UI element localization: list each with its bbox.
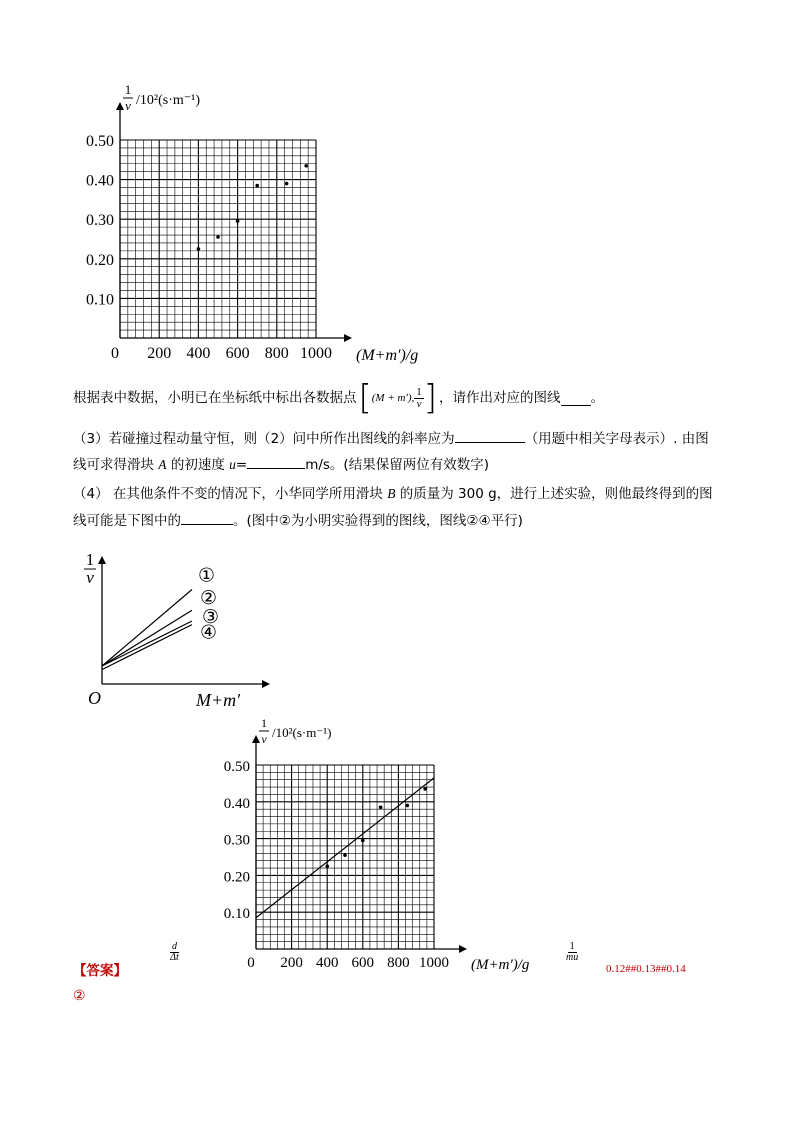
x-axis-arrow xyxy=(459,945,467,953)
q4-c: 线可能是下图中的 xyxy=(73,513,181,529)
data-point xyxy=(216,235,220,239)
answer-3-text: 0.12##0.13##0.14 xyxy=(606,963,686,975)
x-tick-label: 600 xyxy=(225,345,250,362)
q3-e: = xyxy=(235,457,248,473)
q3-f: m/s。(结果保留两位有效数字) xyxy=(305,457,489,473)
y-axis-arrow xyxy=(98,556,106,564)
question-line-1 xyxy=(73,378,604,418)
fit-line xyxy=(256,778,434,918)
series-label: ④ xyxy=(200,622,218,644)
y-tick-label: 0.20 xyxy=(86,251,114,269)
line1-pre: 根据表中数据，小明已在坐标纸中标出各数据点 xyxy=(73,390,357,406)
series-line xyxy=(102,610,192,666)
data-point xyxy=(304,164,308,168)
bracket-frac-den: v xyxy=(416,397,422,410)
y-label-frac-den: v xyxy=(86,568,94,587)
series-label: ③ xyxy=(202,607,220,628)
answer-4-text: ② xyxy=(73,989,86,1004)
data-point xyxy=(255,184,259,188)
line1-end: 。 xyxy=(590,390,605,406)
y-tick-label: 0.30 xyxy=(86,212,114,230)
x-axis-arrow xyxy=(262,680,270,688)
x-tick-label: 200 xyxy=(280,955,303,971)
question-line-4a xyxy=(73,484,713,504)
ans1-num: d xyxy=(172,941,177,952)
ans1-den: Δt xyxy=(170,952,179,963)
y-label-frac-den: v xyxy=(125,98,131,113)
data-point xyxy=(406,804,410,808)
data-point xyxy=(285,182,289,186)
data-point xyxy=(361,839,365,843)
q4-a: （4） 在其他条件不变的情况下，小华同学所用滑块 xyxy=(73,486,383,502)
q4-b: 的质量为 300 g，进行上述实验，则他最终得到的图 xyxy=(399,486,713,502)
q4-B: B xyxy=(387,486,396,501)
bracket-expression: [ (M + m′), $\frac{1}{v}$ ] xyxy=(358,378,438,418)
y-axis-arrow xyxy=(252,735,260,743)
q4-d: 。(图中②为小明实验得到的图线，图线②④平行) xyxy=(233,513,523,529)
question-line-4b xyxy=(73,510,523,531)
x-tick-label: 600 xyxy=(351,955,375,971)
y-tick-label: 0.40 xyxy=(223,795,250,812)
y-tick-label: 0.50 xyxy=(223,759,250,775)
x-tick-label: 800 xyxy=(264,345,289,362)
data-point xyxy=(423,787,427,791)
bracket-frac-num: 1 xyxy=(416,385,422,398)
answer-blank-graph[interactable] xyxy=(181,510,233,525)
x-tick-label: 0 xyxy=(111,345,119,362)
line1-post: ，请作出对应的图线 xyxy=(439,390,561,406)
y-tick-label: 0.10 xyxy=(223,906,250,923)
origin-label: O xyxy=(88,688,101,708)
q3-A: A xyxy=(158,457,167,472)
y-label-frac-num: 1 xyxy=(261,716,267,730)
answer-2-fraction xyxy=(566,942,578,963)
y-label-frac-den: v xyxy=(261,732,267,746)
q3-d: 的初速度 xyxy=(170,457,225,473)
x-axis-label: (M+m′)/g xyxy=(471,957,530,973)
q3-b: （用题中相关字母表示）. 由图 xyxy=(524,431,709,447)
ans2-den: mu xyxy=(566,952,579,963)
x-axis-label: M+m′ xyxy=(196,690,241,710)
x-axis-arrow xyxy=(344,334,352,342)
q3-c: 线可求得滑块 xyxy=(73,457,154,473)
y-axis-label: /10²(s·m⁻¹) xyxy=(272,725,332,740)
y-tick-label: 0.10 xyxy=(86,291,114,309)
data-point xyxy=(236,219,240,223)
answer-blank-velocity[interactable] xyxy=(247,454,305,469)
answer-label: 【答案】 xyxy=(73,963,127,979)
chart-scatter-1 xyxy=(70,82,419,370)
x-axis-label: (M+m′)/g xyxy=(356,347,419,364)
q3-a: （3）若碰撞过程动量守恒，则（2）问中所作出图线的斜率应为 xyxy=(73,431,455,447)
ans2-num: 1 xyxy=(569,941,575,952)
series-label: ② xyxy=(200,588,218,610)
x-tick-label: 1000 xyxy=(300,345,332,362)
bracket-part-a: (M + m′), xyxy=(371,392,415,404)
y-label-frac-num: 1 xyxy=(85,550,95,569)
question-line-3a xyxy=(73,428,709,449)
y-label-frac-num: 1 xyxy=(124,82,132,97)
y-tick-label: 0.30 xyxy=(223,832,250,849)
q3-u: u xyxy=(229,457,236,472)
answer-blank-slope[interactable] xyxy=(455,428,525,443)
data-point xyxy=(197,247,201,251)
chart-scatter-fit-3 xyxy=(210,716,550,975)
y-tick-label: 0.50 xyxy=(86,133,114,150)
y-tick-label: 0.20 xyxy=(223,869,250,886)
y-tick-label: 0.40 xyxy=(86,172,114,190)
y-axis-arrow xyxy=(116,102,124,110)
y-axis-label: /10²(s·m⁻¹) xyxy=(136,93,200,108)
data-point xyxy=(379,806,383,810)
x-tick-label: 400 xyxy=(315,955,339,971)
series-label: ① xyxy=(198,565,216,587)
x-tick-label: 0 xyxy=(247,955,255,971)
series-line xyxy=(102,625,192,670)
data-point xyxy=(343,853,347,857)
answer-1-fraction xyxy=(170,942,179,963)
chart-lines-2 xyxy=(78,545,268,710)
x-tick-label: 1000 xyxy=(419,955,449,971)
answer-blank-line[interactable] xyxy=(561,391,591,406)
x-tick-label: 400 xyxy=(186,345,211,362)
data-point xyxy=(325,864,329,868)
x-tick-label: 200 xyxy=(147,345,172,362)
question-line-3b xyxy=(73,454,489,475)
x-tick-label: 800 xyxy=(387,955,410,971)
